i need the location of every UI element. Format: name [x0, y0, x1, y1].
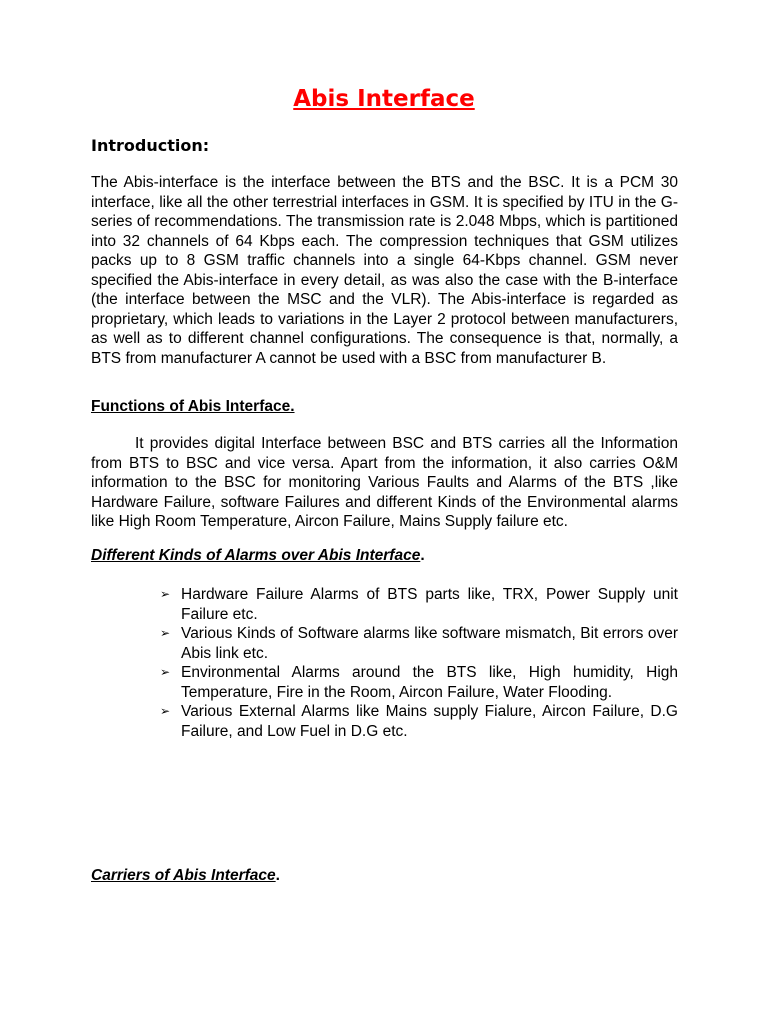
functions-paragraph	[91, 434, 678, 532]
list-item-text: Hardware Failure Alarms of BTS parts like, TRX, Power Supply unit Failure etc.	[181, 586, 678, 623]
alarms-heading	[91, 547, 425, 565]
functions-heading: Functions of Abis Interface.	[91, 398, 295, 415]
arrow-bullet-icon: ➢	[160, 665, 171, 679]
introduction-paragraph: The Abis-interface is the interface between the BTS and the BSC. It is a PCM 30 interface, like all the other terrestrial interfaces in GSM. It is specified by ITU in the G-series of recommendations. The transmission rate is 2.048 Mbps, which is partitioned into 32 channels of 64 Kbps each. The compression techniques that GSM utilizes packs up to 8 GSM traffic channels into a single 64-Kbps channel. GSM never specified the Abis-interface in every detail, as was also the case with the B-interface (the interface between the MSC and the VLR). The Abis-interface is regarded as proprietary, which leads to variations in the Layer 2 protocol between manufacturers, as well as to different channel configurations. The consequence is that, normally, a BTS from manufacturer A cannot be used with a BSC from manufacturer B.	[91, 174, 678, 367]
list-item	[158, 624, 678, 663]
list-item-text: Various Kinds of Software alarms like software mismatch, Bit errors over Abis link etc.	[181, 625, 678, 662]
arrow-bullet-icon: ➢	[160, 626, 171, 640]
introduction-heading: Introduction:	[91, 136, 210, 155]
list-item-text: Various External Alarms like Mains supply Fialure, Aircon Failure, D.G Failure, and Low Fuel in D.G etc.	[181, 703, 678, 740]
carriers-heading	[91, 867, 280, 885]
list-item	[158, 585, 678, 624]
alarms-list	[158, 585, 678, 741]
page-title: Abis Interface	[293, 86, 475, 112]
list-item	[158, 702, 678, 741]
list-item-text: Environmental Alarms around the BTS like, High humidity, High Temperature, Fire in the Room, Aircon Failure, Water Flooding.	[181, 664, 678, 701]
carriers-heading-suffix: .	[275, 867, 280, 884]
carriers-heading-text: Carriers of Abis Interface	[91, 867, 276, 884]
alarms-heading-text: Different Kinds of Alarms over Abis Interface	[91, 547, 421, 564]
functions-paragraph-text: It provides digital Interface between BSC and BTS carries all the Information from BTS to BSC and vice versa. Apart from the information, it also carries O&M information to the BSC for monitoring Various Faults and Alarms of the BTS ,like Hardware Failure, software Failures and different Kinds of the Environmental alarms like High Room Temperature, Aircon Failure, Mains Supply failure etc.	[91, 435, 678, 530]
alarms-heading-suffix: .	[420, 547, 425, 564]
arrow-bullet-icon: ➢	[160, 704, 171, 718]
list-item	[158, 663, 678, 702]
arrow-bullet-icon: ➢	[160, 587, 171, 601]
